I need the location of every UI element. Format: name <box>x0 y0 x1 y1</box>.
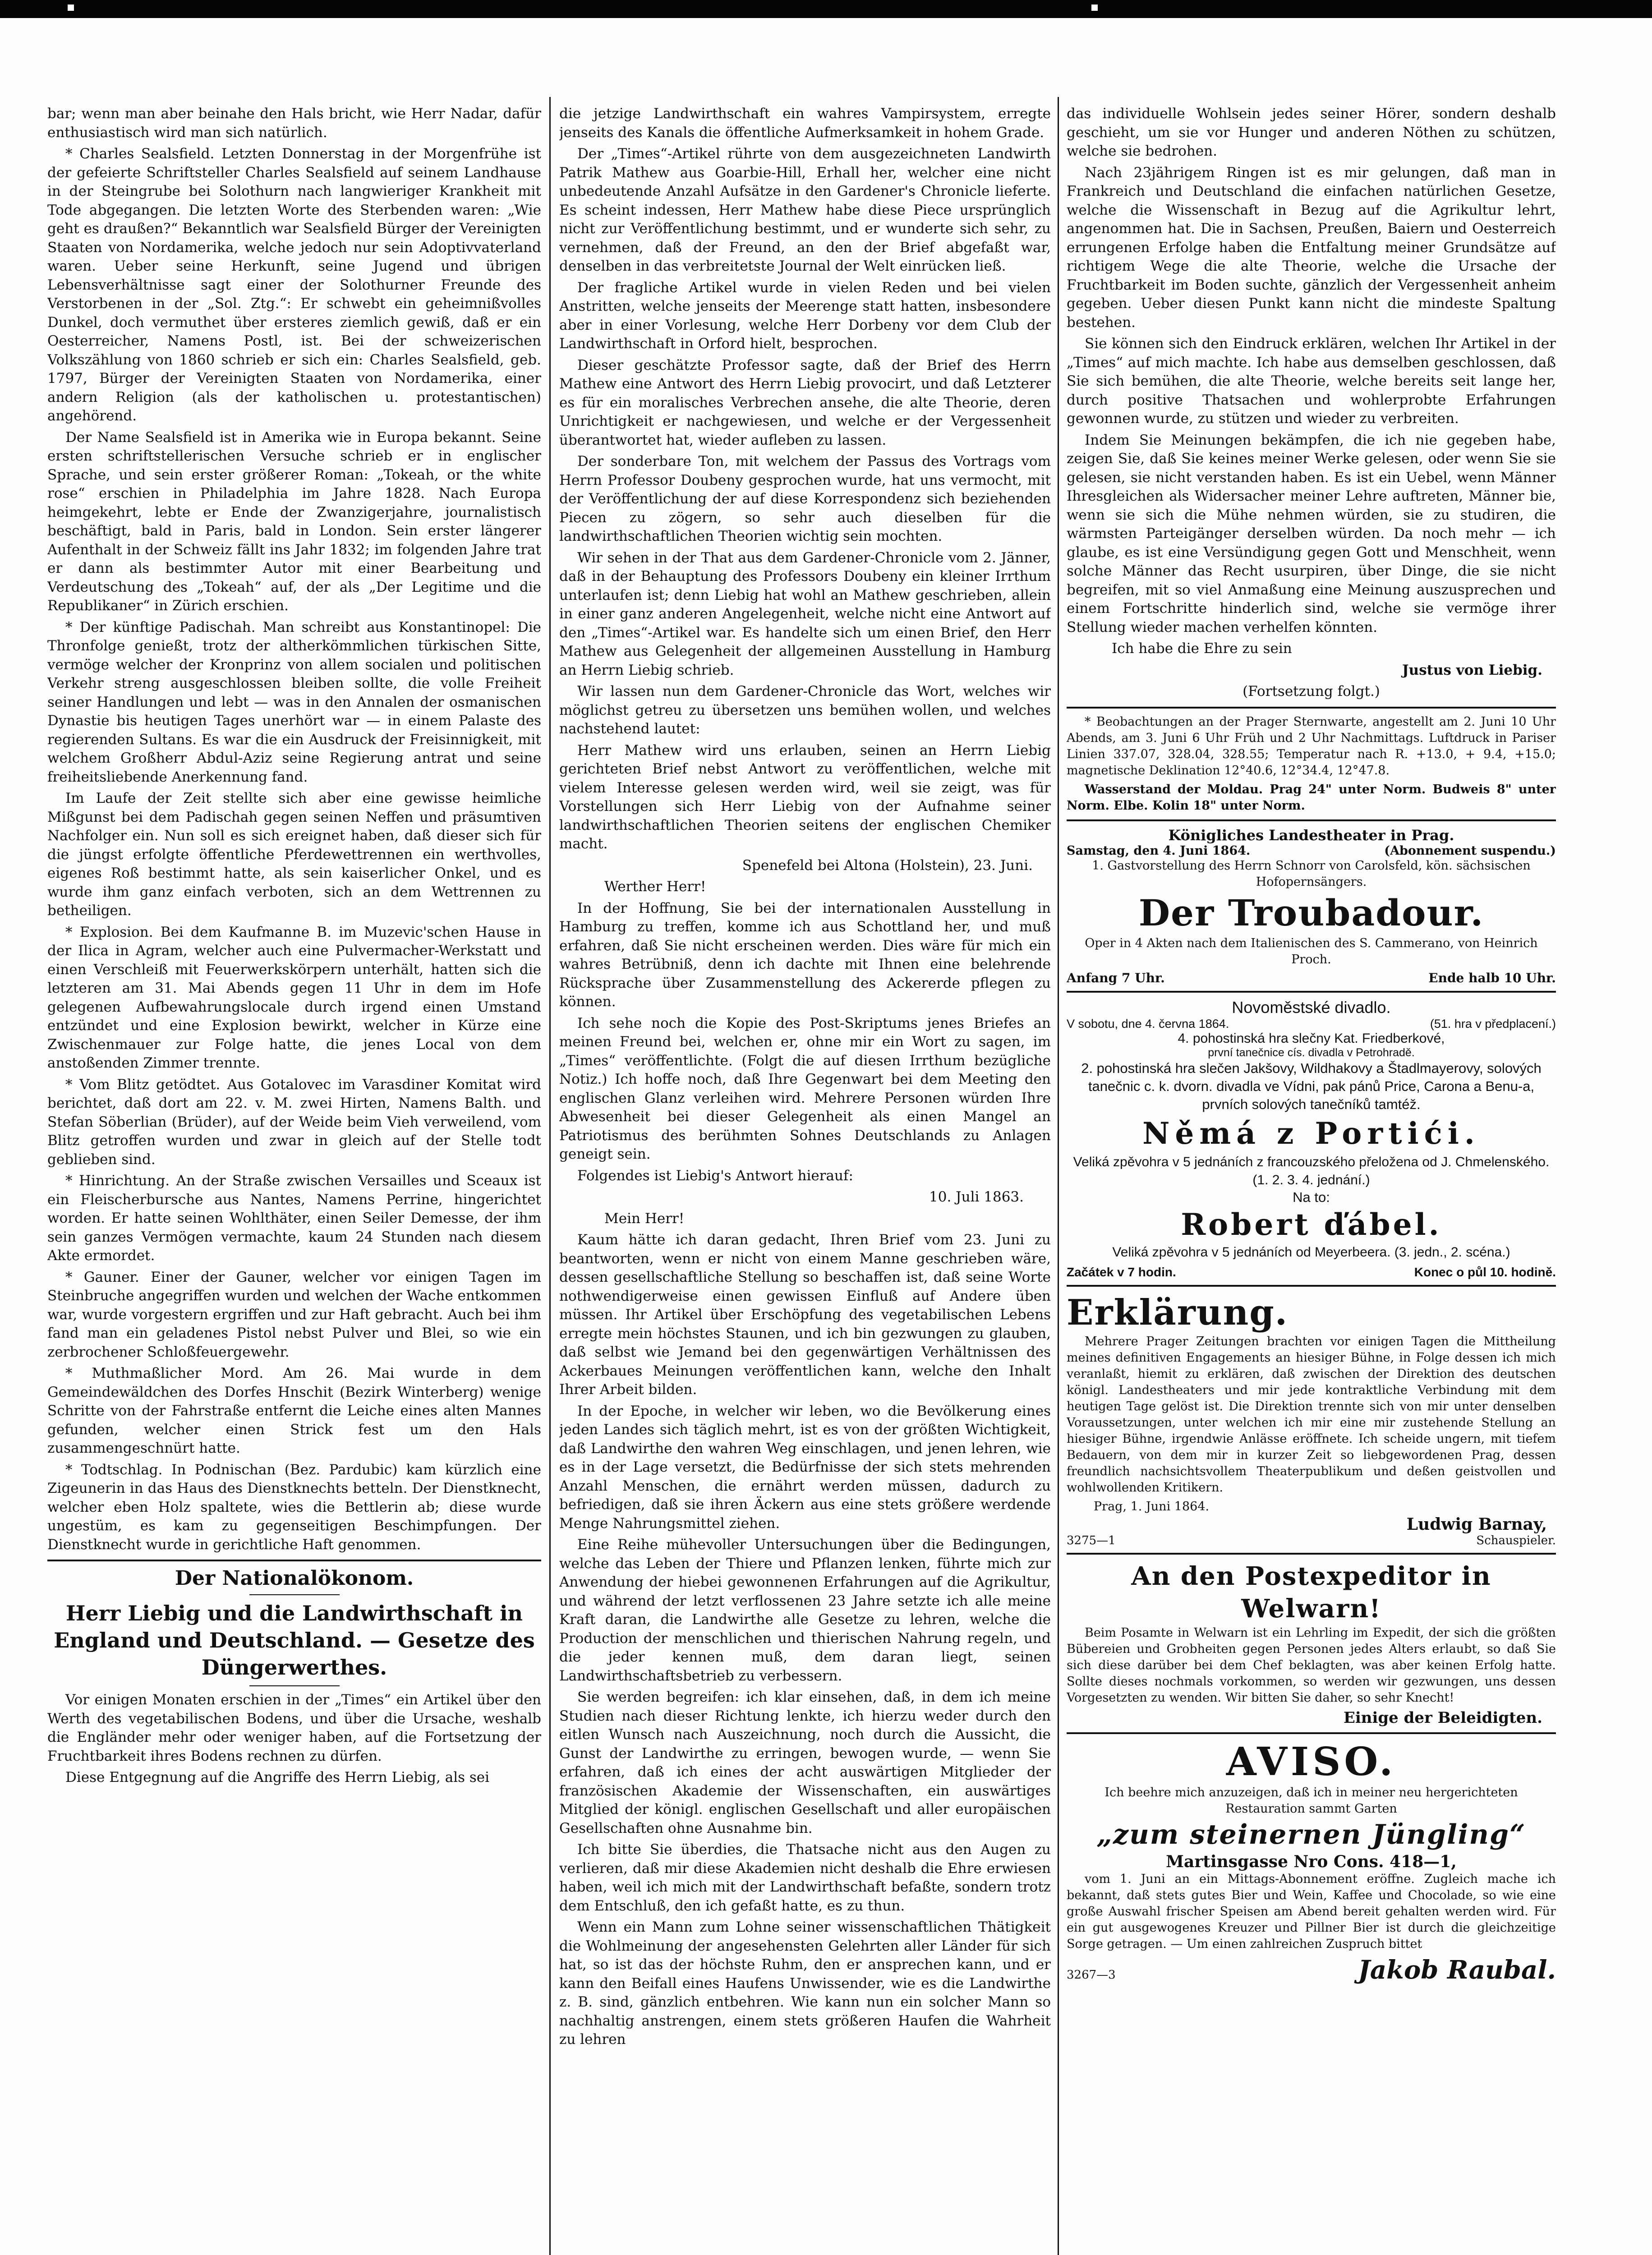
article-text: Sie können sich den Eindruck erklären, welchen Ihr Artikel in der „Times“ auf mich machte. Ich habe aus demselben geschlossen, daß Sie sich bemühen, die alte Theorie, welche bereits seit lange her, durch positive Thatsachen und wohlerprobte Erfahrungen gewonnen wurde, zu stützen und wieder zu verbreiten. <box>1067 336 1556 427</box>
section-divider <box>1067 819 1556 821</box>
theatre-start: Anfang 7 Uhr. <box>1067 970 1165 985</box>
salutation: Werther Herr! <box>604 879 706 895</box>
ad-number: 3267—3 <box>1067 1968 1116 1982</box>
article-text: * Der künftige Padischah. Man schreibt aus Konstantinopel: Die Thronfolge genießt, trotz der altherkömmlichen türkischen Sitte, vermöge welcher der Kronprinz von allem socialen und politischen Verkehr streng ausgeschlossen bleiben sollte, die volle Freiheit seiner Handlungen und lebt — was in den Annalen der osmanischen Dynastie bis heutigen Tages unerhört war — in einem Palaste des regierenden Sultans. Es war die ein Ausdruck der Freisinnigkeit, mit welchem Großherr Abdul-Aziz seine Regierung antrat und seine freiheitsliebende Anerkennung fand. <box>47 619 541 785</box>
article-text: Der sonderbare Ton, mit welchem der Passus des Vortrags vom Herrn Professor Doubeny gesprochen wurde, hat uns vermocht, mit der Veröffentlichung der auf diese Korrespondenz sich beziehenden Piecen zu zögern, so sehr auch dieselben für die landwirthschaftlichen Theorien wichtig sein mochten. <box>559 453 1051 544</box>
nove-line: 2. pohostinská hra slečen Jakšovy, Wildhakovy a Štadlmayerovy, solových tanečnic c. k. dvorn. divadla ve Vídni, pak pánů Price, Carona a Benu-a, prvních solových tanečníků tamtéž. <box>1081 1060 1542 1112</box>
article-text: Nach 23jährigem Ringen ist es mir gelungen, daß man in Frankreich und Deutschland die einfachen natürlichen Gesetze, welche die Wissenschaft in Bezug auf die Agrikultur lehrt, angenommen hat. Die in Sachsen, Preußen, Baiern und Oesterreich errungenen Erfolge haben die Entfaltung meiner Grundsätze auf richtigem Wege die alte Theorie, welche die Ursache der Fruchtbarkeit im Boden suchte, gänzlich der Vergessenheit anheim gegeben. Ueber diesen Punkt kann nicht die mindeste Spaltung bestehen. <box>1067 164 1556 331</box>
article-text: Der Name Sealsfield ist in Amerika wie in Europa bekannt. Seine ersten schriftstellerischen Versuche schrieb er in englischer Sprache, und sein erster größerer Roman: „Tokeah, or the white rose“ erschien in Philadelphia im Jahre 1828. Nach Europa heimgekehrt, lebte er Ende der Zwanzigerjahre, journalistisch beschäftigt, bald in Paris, bald in London. Sein erster längerer Aufenthalt in der Schweiz fällt ins Jahr 1832; im folgenden Jahre trat er dann als bestimmter Autor mit einer Bearbeitung und Verdeutschung des „Tokeah“ auf, der als „Der Legitime und die Republikaner“ in Zürich erschien. <box>47 429 541 614</box>
article-text: * Todtschlag. In Podnischan (Bez. Pardubic) kam kürzlich eine Zigeunerin in das Haus des Dienstknechts betteln. Der Dienstknecht, welcher eben Holz spaltete, wies die Bettlerin ab; diese wurde ungestüm, es kam zu gegenseitigen Beschimpfungen. Der Dienstknecht wurde in gerichtliche Haft genommen. <box>47 1461 541 1553</box>
article-text: Ich sehe noch die Kopie des Post-Skriptums jenes Briefes an meinen Freund bei, welchen er, ohne mir ein Wort zu sagen, im „Times“ veröffentlichte. (Folgt die auf diesen Irrthum bezügliche Notiz.) Ich hoffe noch, daß Ihre Gegenwart bei dem Meeting den englischen Glanz verleihen wird. Mehrere Personen würden Ihre Abwesenheit bei dieser Gelegenheit als einen Mangel an Patriotismus des berühmten Sohnes Deutschlands zu Anlagen geneigt sein. <box>559 1015 1051 1162</box>
aviso-title: AVISO. <box>1226 1739 1397 1785</box>
erklaerung-text: Mehrere Prager Zeitungen brachten vor einigen Tagen die Mittheilung meines definitiven Engagements an hiesiger Bühne, in Folge dessen ich mich veranlaßt, hiemit zu erklären, daß zwischen der Direktion des deutschen königl. Landestheaters und mir jede kontraktliche Verbindung mit dem heutigen Tage gelöst ist. Die Direktion trennte sich von mir unter denselben Voraussetzungen, unter welchen ich mir eine mir zustehende Stellung an hiesiger Bühne, irgendwie Anlässe eröffnete. Ich scheide ungern, mit tiefem Bedauern, von dem mir in kurzer Zeit so liebgewordenen Prag, dessen freundlich nachsichtsvollem Theaterpublikum und deßen geistvollen und wohlwollenden Kritikern. <box>1067 1334 1556 1495</box>
theatre-guest: 1. Gastvorstellung des Herrn Schnorr von Carolsfeld, kön. sächsischen Hofopernsängers. <box>1092 858 1531 889</box>
article-text: bar; wenn man aber beinahe den Hals bricht, wie Herr Nadar, dafür enthusiastisch wird man sich natürlich. <box>47 106 541 141</box>
section-divider <box>1067 1732 1556 1734</box>
nove-date: V sobotu, dne 4. června 1864. <box>1067 1017 1229 1031</box>
aviso-address: Martinsgasse Nro Cons. 418—1, <box>1166 1852 1457 1871</box>
aviso-intro: Ich beehre mich anzuzeigen, daß ich in meiner neu hergerichteten Restauration sammt Garten <box>1104 1785 1518 1816</box>
article-text: Folgendes ist Liebig's Antwort hierauf: <box>577 1167 853 1184</box>
article-text: * Charles Sealsfield. Letzten Donnerstag in der Morgenfrühe ist der gefeierte Schriftsteller Charles Sealsfield auf seinem Landhause in der Steingrube bei Solothurn nach langwieriger Krankheit mit Tode abgegangen. Die letzten Worte des Sterbenden waren: „Wie geht es draußen?“ Bekanntlich war Sealsfield Bürger der Vereinigten Staaten von Nordamerika, welche jedoch nur sein Adoptivvaterland waren. Ueber seine Herkunft, seine Jugend und übrigen Lebensverhältnisse sagt einer der Solothurner Freunde des Verstorbenen in der „Sol. Ztg.“: Er schwebt ein geheimnißvolles Dunkel, doch vermuthet über ersteres ziemlich gewiß, daß er ein Oesterreicher, Namens Postl, ist. Bei der schweizerischen Volkszählung von 1860 schrieb er sich ein: Charles Sealsfield, geb. 1797, Bürger der Vereinigten Staaten von Nordamerika, einer andern Religion (als der katholischen u. protestantischen) angehörend. <box>47 146 541 424</box>
column-1 <box>47 105 541 2255</box>
short-divider <box>249 1594 340 1595</box>
article-text: In der Epoche, in welcher wir leben, wo die Bevölkerung eines jeden Landes sich täglich mehrt, ist es von der größten Wichtigkeit, daß Landwirthe den wahren Weg einschlagen, und jenen lehren, wie es in der Lage versetzt, die Bedürfnisse der sich stets mehrenden Anzahl Menschen, die ernährt werden müssen, dadurch zu befriedigen, daß sie ihren Äckern aus eine stets größere werdende Menge Nahrungsmittel ziehen. <box>559 1403 1051 1532</box>
section-divider <box>1067 1285 1556 1287</box>
section-divider <box>47 1560 541 1561</box>
erklaerung-role: Schauspieler. <box>1476 1533 1556 1547</box>
section-divider <box>1067 707 1556 709</box>
nove-line: první tanečnice cís. divadla v Petrohradě. <box>1208 1046 1415 1059</box>
article-text: * Explosion. Bei dem Kaufmanne B. im Muzevic'schen Hause in der Ilica in Agram, welcher auch eine Pulvermacher-Werkstatt und einen Verschleiß mit Feuerwerkskörpern unterhält, hatten sich die letzteren am 31. Mai Abends gegen 11 Uhr in dem im Hofe gelegenen Aufbewahrungslocale durch irgend einen Umstand entzündet und eine Explosion bewirkt, welcher in Kürze eine Zwischenmauer zur Folge hatte, die jenes Local von dem anstoßenden Zimmer trennte. <box>47 924 541 1071</box>
article-text: Vor einigen Monaten erschien in der „Times“ ein Artikel über den Werth des vegetabilischen Bodens, und über die Ursache, weshalb die Engländer mehr oder weniger haben, auf die Fortsetzung der Fruchtbarkeit ihres Bodens rechnen zu dürfen. <box>47 1692 541 1764</box>
ad-number: 3275—1 <box>1067 1533 1116 1547</box>
article-text: Wir sehen in der That aus dem Gardener-Chronicle vom 2. Jänner, daß in der Behauptung des Professors Doubeny ein kleiner Irrthum unterlaufen ist; denn Liebig hat wohl an Mathew geschrieben, allein in einer ganz anderen Angelegenheit, welche nicht eine Antwort auf den „Times“-Artikel war. Es handelte sich um einen Brief, den Herr Mathew aus Gelegenheit der allgemeinen Ausstellung in Hamburg an Herrn Liebig schrieb. <box>559 549 1051 678</box>
theatre-times <box>1067 971 1556 985</box>
section-divider <box>1067 1553 1556 1555</box>
nove-nato: Na to: <box>1293 1189 1330 1205</box>
theatre-title: Königliches Landestheater in Prag. <box>1168 826 1454 844</box>
aviso-footer <box>1067 1955 1556 1985</box>
article-text: * Gauner. Einer der Gauner, welcher vor einigen Tagen im Steinbruche angegriffen wurden und welchen der Wache entkommen war, wurde vorgestern ergriffen und zur Haft gebracht. Auch bei ihm fand man ein geladenes Pistol nebst Pulver und Blei, so wie ein zerbrochener Schloßfeuergewehr. <box>47 1269 541 1360</box>
dateline: Spenefeld bei Altona (Holstein), 23. Juni. <box>742 857 1033 874</box>
article-text: Herr Mathew wird uns erlauben, seinen an Herrn Liebig gerichteten Brief nebst Antwort zu veröffentlichen, welche mit vielem Interesse gelesen werden wird, weil sie zeigt, was für Vorstellungen sich Herr Liebig von der Aufnahme seiner landwirthschaftlichen Theorien seitens der englischen Chemiker macht. <box>559 742 1051 852</box>
erklaerung-date: Prag, 1. Juni 1864. <box>1094 1499 1210 1514</box>
column-rule <box>1058 97 1059 2255</box>
short-divider <box>249 1685 340 1686</box>
theatre-date: Samstag, den 4. Juni 1864. <box>1067 843 1251 858</box>
nove-times <box>1067 1265 1556 1279</box>
article-text: Der fragliche Artikel wurde in vielen Reden und bei vielen Anstritten, welche jenseits der Meerenge statt hatten, insbesondere aber in einer Vorlesung, welche Herr Dorbeny vor dem Club der Landwirthschaft in Orford hielt, besprochen. <box>559 279 1051 352</box>
nove-description: Veliká zpěvohra v 5 jednáních od Meyerbeera. (3. jedn., 2. scéna.) <box>1112 1244 1510 1260</box>
salutation: Mein Herr! <box>604 1210 685 1227</box>
theatre-abo: (Abonnement suspendu.) <box>1384 843 1556 858</box>
nove-title: Novoměstské divadlo. <box>1232 998 1391 1017</box>
article-text: * Vom Blitz getödtet. Aus Gotalovec im Varasdiner Komitat wird berichtet, daß dort am 22. v. M. zwei Hirten, Namens Balth. und Stefan Söberlian (Brüder), auf der Weide beim Vieh verweilend, vom Blitz getroffen wurden und zwar in gleich auf der Stelle todt geblieben sind. <box>47 1076 541 1168</box>
nove-description: Veliká zpěvohra v 5 jednáních z francouzského přeložena od J. Chmelenského. (1. 2. 3. 4. jednání.) <box>1073 1154 1550 1187</box>
continuation-note: (Fortsetzung folgt.) <box>1242 683 1380 700</box>
erklaerung-title: Erklärung. <box>1067 1292 1288 1333</box>
erklaerung-signature: Ludwig Barnay, <box>1406 1514 1547 1534</box>
article-text: Indem Sie Meinungen bekämpfen, die ich nie gegeben habe, zeigen Sie, daß Sie keines meiner Werke gelesen, oder wenn Sie sie gelesen, sie nicht verstanden haben. Es ist ein Uebel, wenn Männer Ihresgleichen als Widersacher meiner Lehre auftreten, Männer bie, wenn sie sich die Mühe nehmen würden, sie zu studiren, die wärmsten Parteigänger derselben würden. Da noch mehr — ich glaube, es ist eine Versündigung gegen Gott und Menschheit, wenn solche Männer das Recht usurpiren, über Dinge, die sie nicht begreifen, mit so viel Anmaßung eine Meinung auszusprechen und einem Fortschritte hinderlich sind, welche sie vermöge ihrer Stellung wieder machen verhelfen könnten. <box>1067 432 1556 635</box>
article-text: die jetzige Landwirthschaft ein wahres Vampirsystem, erregte jenseits des Kanals die öffentliche Aufmerksamkeit in hohem Grade. <box>559 106 1051 141</box>
article-text: In der Hoffnung, Sie bei der internationalen Ausstellung in Hamburg zu treffen, komme ich aus Schottland her, und muß erfahren, daß Sie nicht erscheinen werden. Dies wäre für mich ein wahres Betrübniß, denn ich dachte mit Ihnen eine belehrende Rücksprache über Zusammenstellung des Ackererde pflegen zu können. <box>559 900 1051 1010</box>
article-text: * Hinrichtung. An der Straße zwischen Versailles und Sceaux ist ein Fleischerbursche aus Nantes, Namens Perrine, hingerichtet worden. Er hatte seinen Wohlthäter, einen Seiler Demesse, der ihm sein ganzes Vermögen vermachte, kaum 24 Stunden nach diesem Akte ermordet. <box>47 1173 541 1264</box>
aviso-signature: Jakob Raubal. <box>1358 1955 1556 1985</box>
section-title: Der Nationalökonom. <box>175 1567 414 1590</box>
closing-line: Ich habe die Ehre zu sein <box>1112 640 1292 657</box>
article-text: Wenn ein Mann zum Lohne seiner wissenschaftlichen Thätigkeit die Wohlmeinung der angesehensten Gelehrten aller Länder für sich hat, so ist das der höchste Ruhm, den er ansprechen kann, und er kann den Beifall eines Haufens Unwissender, wie es die Landwirthe z. B. sind, gänzlich entbehren. Wie kann nun ein solcher Mann so nachhaltig anstrengen, einem stets größeren Haufen die Wahrheit zu lehren <box>559 1919 1051 2048</box>
dateline: 10. Juli 1863. <box>929 1189 1024 1205</box>
article-text: Eine Reihe mühevoller Untersuchungen über die Bedingungen, welche das Leben der Thiere und Pflanzen lenken, führte mich zur Anwendung der hiebei gewonnenen Erfahrungen auf die Agrikultur, und während der letzt verflossenen 23 Jahre setzte ich alle meine Kraft daran, die Landwirthe alle Gesetze zu lehren, welche die Production der menschlichen und thierischen Nahrung regeln, und die jeder kennen muß, dem daran liegt, seinen Landwirthschaftsbetrieb zu verbessern. <box>559 1537 1051 1684</box>
nove-play-title: Robert ďábel. <box>1181 1206 1442 1242</box>
nove-line: 4. pohostinská hra slečny Kat. Friedberkové, <box>1178 1031 1445 1046</box>
nove-date-row <box>1067 1017 1556 1031</box>
scan-mark <box>1091 5 1098 11</box>
column-rule <box>549 97 551 2255</box>
nove-abo: (51. hra v předplacení.) <box>1430 1017 1556 1031</box>
theatre-date-row <box>1067 844 1556 858</box>
top-scan-border <box>0 0 1652 18</box>
theatre-play-title: Der Troubadour. <box>1138 891 1484 934</box>
erklaerung-footer <box>1067 1534 1556 1547</box>
nove-play-title: Němá z Portići. <box>1142 1115 1480 1151</box>
article-text: Dieser geschätzte Professor sagte, daß der Brief des Herrn Mathew eine Antwort des Herrn Liebig provocirt, und daß Letzterer es für ein moralisches Verbrechen ansehe, die alte Theorie, deren Unrichtigkeit er nachgewiesen, und welche er der Vergessenheit überantwortet hat, wieder aufleben zu lassen. <box>559 357 1051 448</box>
post-title: An den Postexpeditor in Welwarn! <box>1131 1561 1491 1624</box>
signature: Justus von Liebig. <box>1402 662 1542 678</box>
post-text: Beim Posamte in Welwarn ist ein Lehrling im Expedit, der sich die größten Bübereien und Grobheiten gegen Personen jedes Alters erlaubt, so daß Sie sich diese darüber bei dem Chef beklagten, was aber keinen Erfolg hatte. Sollte dieses nochmals vorkommen, so werden wir gezwungen, uns dessen Vorgesetzten zu wenden. Wir bitten Sie daher, so sehr Knecht! <box>1067 1625 1556 1705</box>
column-2 <box>559 105 1051 2255</box>
theatre-description: Oper in 4 Akten nach dem Italienischen des S. Cammerano, von Heinrich Proch. <box>1085 936 1538 966</box>
article-text: Sie werden begreifen: ich klar einsehen, daß, in dem ich meine Studien nach dieser Richtung lenkte, ich hierzu weder durch den eitlen Wunsch nach Auszeichnung, noch durch die Aussicht, die Gunst der Landwirthe zu erringen, bewogen wurde, — wenn Sie erfahren, daß ich eines der acht auswärtigen Mitglieder der französischen Akademie der Wissenschaften, ein auswärtiges Mitglied der königl. englischen Gesellschaft und aller europäischen Gesellschaften ohne Ausnahme bin. <box>559 1689 1051 1836</box>
scan-mark <box>68 5 74 11</box>
article-text: * Muthmaßlicher Mord. Am 26. Mai wurde in dem Gemeindewäldchen des Dorfes Hnschit (Bezirk Winterberg) wenige Schritte von der Fahrstraße entfernt die Leiche eines alten Mannes gefunden, welcher einen Strick fest um den Hals zusammengeschnürt hatte. <box>47 1365 541 1456</box>
post-signature: Einige der Beleidigten. <box>1343 1708 1542 1727</box>
article-text: Kaum hätte ich daran gedacht, Ihren Brief vom 23. Juni zu beantworten, wenn er nicht von einem Manne geschrieben wäre, dessen gesellschaftliche Stellung so beschaffen ist, daß seine Worte nothwendigerweise einen gewissen Einfluß auf Andere üben müssen. Ihr Artikel über Erschöpfung des vegetabilischen Lebens erregte mein höchstes Staunen, und ich bin gezwungen zu glauben, daß selbst wie Jemand bei den gegenwärtigen Verhältnissen des Ackerbaues Meinungen veröffentlichen kann, welche den Inhalt Ihrer Arbeit bilden. <box>559 1232 1051 1398</box>
article-text: Wir lassen nun dem Gardener-Chronicle das Wort, welches wir möglichst getreu zu übersetzen uns bemühen wollen, und welches nachstehend lautet: <box>559 683 1051 737</box>
aviso-text: vom 1. Juni an ein Mittags-Abonnement eröffne. Zugleich mache ich bekannt, daß stets gutes Bier und Wein, Kaffee und Chocolade, so wie eine große Auswahl frischer Speisen am Abend bereit gehalten werden wird. Für ein gut ausgewogenes Kreuzer und Pillner Bier ist durch die gleichzeitige Sorge getragen. — Um einen zahlreichen Zuspruch bittet <box>1067 1872 1556 1951</box>
column-3 <box>1067 105 1556 2255</box>
article-text: Im Laufe der Zeit stellte sich aber eine gewisse heimliche Mißgunst bei dem Padischah gegen seinen Neffen und präsumtiven Nachfolger ein. Nun soll es sich ereignet haben, daß dieser sich für die jüngst erfolgte öffentliche Pferdewettrennen ein werthvolles, eigenes Roß bestimmt hatte, als sein kaiserlicher Onkel, und es wurde ihm ganz einfach verboten, sich an dem Wettrennen zu betheiligen. <box>47 790 541 919</box>
nove-end: Konec o půl 10. hodině. <box>1414 1265 1556 1279</box>
article-text: Ich bitte Sie überdies, die Thatsache nicht aus den Augen zu verlieren, daß mir diese Akademien nicht deshalb die Ehre erwiesen haben, weil ich mich mit der Landwirthschaft befaßte, sondern trotz dem Entschluß, den ich gefaßt hatte, es zu thun. <box>559 1841 1051 1914</box>
theatre-end: Ende halb 10 Uhr. <box>1428 970 1556 985</box>
article-text: Diese Entgegnung auf die Angriffe des Herrn Liebig, als sei <box>65 1769 490 1786</box>
section-divider <box>1067 991 1556 993</box>
article-text: Der „Times“-Artikel rührte von dem ausgezeichneten Landwirth Patrik Mathew aus Goarbie-Hill, Erhall her, welcher eine nicht unbedeutende Anzahl Aufsätze in den Gardener's Chronicle lieferte. Es scheint indessen, Herr Mathew habe diese Piece ursprünglich nicht zur Veröffentlichung bestimmt, und er wunderte sich sehr, zu vernehmen, daß der Freund, an den der Brief abgefaßt war, denselben in das verbreitetste Journal der Welt einrücken ließ. <box>559 146 1051 274</box>
nove-start: Začátek v 7 hodin. <box>1067 1265 1176 1279</box>
article-text: das individuelle Wohlsein jedes seiner Hörer, sondern deshalb geschieht, um sie vor Hunger und anderen Nöthen zu schützen, welche sie bedrohen. <box>1067 106 1556 159</box>
water-level: Wasserstand der Moldau. Prag 24" unter Norm. Budweis 8" unter Norm. Elbe. Kolin 18" unter Norm. <box>1067 782 1556 813</box>
weather-observations: * Beobachtungen an der Prager Sternwarte, angestellt am 2. Juni 10 Uhr Abends, am 3. Juni 6 Uhr Früh und 2 Uhr Nachmittags. Luftdruck in Pariser Linien 337.07, 328.04, 328.55; Temperatur nach R. +13.0, + 9.4, +15.0; magnetische Deklination 12°40.6, 12°34.4, 12°47.8. <box>1067 714 1556 778</box>
article-headline: Herr Liebig und die Landwirthschaft in England und Deutschland. — Gesetze des Düngerwerthes. <box>54 1601 535 1680</box>
aviso-restaurant-name: „zum steinernen Jüngling“ <box>1096 1818 1526 1850</box>
